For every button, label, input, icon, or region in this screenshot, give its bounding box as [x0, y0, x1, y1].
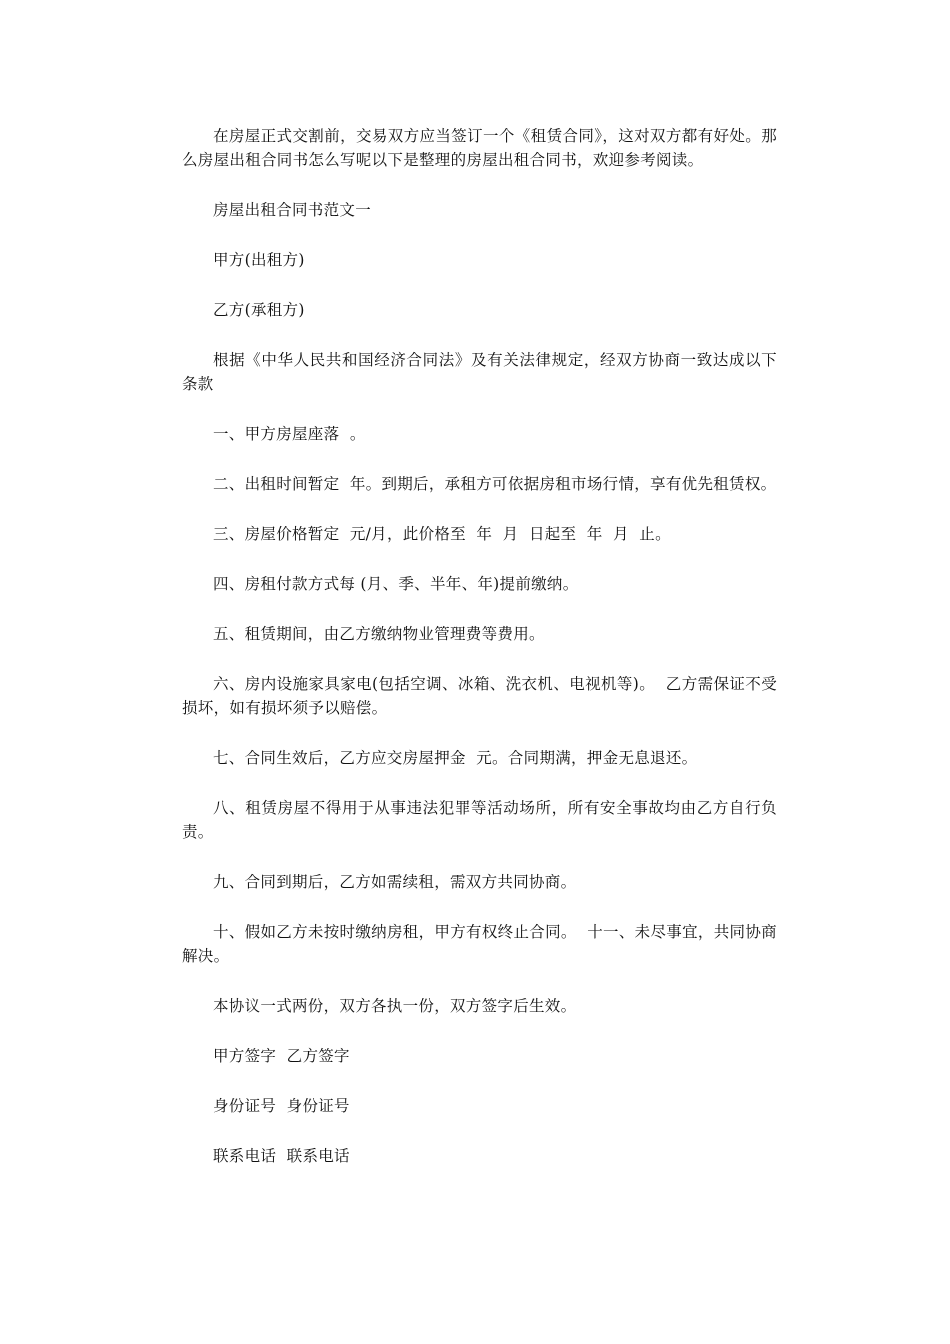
clause-8: 八、租赁房屋不得用于从事违法犯罪等活动场所，所有安全事故均由乙方自行负责。	[182, 799, 777, 841]
clause-7: 七、合同生效后，乙方应交房屋押金 元。合同期满，押金无息退还。	[213, 749, 698, 767]
section-title: 房屋出租合同书范文一	[213, 201, 372, 219]
clause-6: 六、房内设施家具家电(包括空调、冰箱、洗衣机、电视机等)。 乙方需保证不受损坏，如有损坏须予以赔偿。	[182, 675, 777, 717]
clause-4: 四、房租付款方式每 (月、季、半年、年)提前缴纳。	[213, 575, 579, 593]
party-a-line: 甲方(出租方)	[213, 251, 305, 269]
clause-2: 二、出租时间暂定 年。到期后，承租方可依据房租市场行情，享有优先租赁权。	[213, 475, 777, 493]
id-number-line: 身份证号 身份证号	[213, 1097, 350, 1115]
legal-basis-paragraph: 根据《中华人民共和国经济合同法》及有关法律规定，经双方协商一致达成以下条款	[182, 351, 777, 393]
intro-paragraph: 在房屋正式交割前，交易双方应当签订一个《租赁合同》，这对双方都有好处。那么房屋出租合同书怎么写呢以下是整理的房屋出租合同书，欢迎参考阅读。	[182, 127, 777, 169]
signature-line: 甲方签字 乙方签字	[213, 1047, 350, 1065]
clause-9: 九、合同到期后，乙方如需续租，需双方共同协商。	[213, 873, 577, 891]
agreement-copies-line: 本协议一式两份，双方各执一份，双方签字后生效。	[213, 997, 577, 1015]
clause-3: 三、房屋价格暂定 元/月，此价格至 年 月 日起至 年 月 止。	[213, 525, 671, 543]
phone-line: 联系电话 联系电话	[213, 1147, 350, 1165]
clause-1: 一、甲方房屋座落 。	[213, 425, 366, 443]
party-b-line: 乙方(承租方)	[213, 301, 305, 319]
clause-5: 五、租赁期间，由乙方缴纳物业管理费等费用。	[213, 625, 545, 643]
document-body	[182, 124, 777, 1194]
clause-10-11: 十、假如乙方未按时缴纳房租，甲方有权终止合同。 十一、未尽事宜，共同协商解决。	[182, 923, 777, 965]
